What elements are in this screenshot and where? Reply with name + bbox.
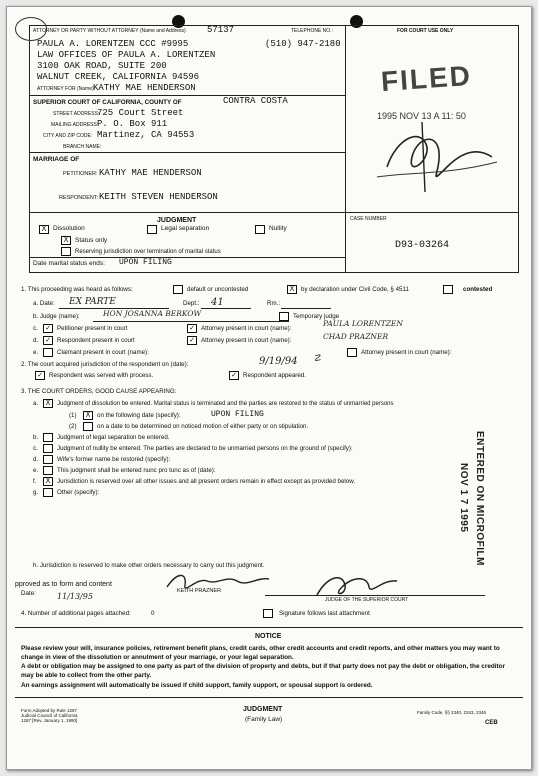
date-bottom-value: 11/13/95 [57,592,93,601]
judge-value: HON JOSANNA BERKOW [103,309,202,318]
city-value: Martinez, CA 94553 [97,130,195,140]
claimant-present-label: Claimant present in court (name): [57,349,149,356]
attorney-present-3-checkbox[interactable] [347,348,357,357]
declaration-checkbox[interactable]: X [287,285,297,294]
section1-intro: 1. This proceeding was heard as follows: [21,286,133,293]
s3-e-label: e. [33,467,39,474]
claimant-present-checkbox[interactable] [43,348,53,357]
s3-g-label: g. [33,489,39,496]
nullity-label: Nullity [269,225,287,232]
s3-f-text: Jurisdiction is reserved over all other issues and all present orders remain in effect except as provided below. [57,478,356,485]
s3-c-text: Judgment of nullity be entered. The parties are declared to be unmarried persons on the ground of (specify): [57,445,353,452]
footer-code: Family Code, §§ 2340, 2343, 2346 [417,710,487,715]
attorney-present-2-checkbox[interactable]: ✓ [187,336,197,345]
reserving-checkbox[interactable] [61,247,71,256]
attorney-line-1: PAULA A. LORENTZEN CCC #9995 [37,39,189,49]
s3-a-checkbox[interactable]: X [43,399,53,408]
respondent-label: RESPONDENT: [59,195,99,201]
reserving-label: Reserving jurisdiction over termination of marital status [75,249,221,255]
attorney-present-2-label: Attorney present in court (name): [201,337,292,344]
notice-paragraph-2: A debt or obligation may be assigned to one party as part of the division of property and debts, but if that party does not pay the debt or obligation, the creditor may be able to collect from the other party. [21,663,506,679]
pages-label: 4. Number of additional pages attached: [21,610,131,617]
contested-checkbox[interactable] [443,285,453,294]
judgment-form [6,6,532,770]
served-checkbox[interactable]: ✓ [35,371,45,380]
s3-c-checkbox[interactable] [43,444,53,453]
s3-g-checkbox[interactable] [43,488,53,497]
filed-stamp: FILED [379,59,473,98]
respondent-present-checkbox[interactable]: ✓ [43,336,53,345]
attorney-line-4: WALNUT CREEK, CALIFORNIA 94596 [37,72,200,82]
nullity-checkbox[interactable] [255,225,265,234]
s3-a1-label: (1) [69,412,77,419]
case-number-label: CASE NUMBER [350,216,387,222]
s3-a1-checkbox[interactable]: X [83,411,93,420]
microfilm-stamp-line1: ENTERED ON MICROFILM [474,431,485,566]
h-text: h. Jurisdiction is reserved to make other orders necessary to carry out this judgment. [33,562,265,569]
footer-title: JUDGMENT [243,706,283,713]
status-only-label: Status only [75,237,108,244]
date-ends-value: UPON FILING [119,258,172,267]
attorney-for-value: KATHY MAE HENDERSON [93,83,196,93]
notice-paragraph-3: An earnings assignment will automatically be issued if child support, family support, or spousal support is ordered. [21,682,373,689]
e-label: e. [33,349,39,356]
footer-publisher: CEB [485,720,498,726]
s3-a-text: Judgment of dissolution be entered. Marital status is terminated and the parties are restored to the status of unmarried persons [57,401,394,407]
mailing-label: MAILING ADDRESS: [51,122,99,128]
dissolution-checkbox[interactable]: X [39,225,49,234]
attorney-present-1-label: Attorney present in court (name): [201,325,292,332]
default-checkbox[interactable] [173,285,183,294]
telephone-label: TELEPHONE NO.: [291,28,333,34]
footer-subtitle: (Family Law) [245,716,283,723]
notice-title: NOTICE [255,633,282,640]
filed-stamp-date: 1995 NOV 13 A 11: 50 [377,111,466,121]
date-ends-label: Date marital status ends: [33,260,105,267]
signature-follows-checkbox[interactable] [263,609,273,618]
attorney-name-1: PAULA LORENTZEN [323,319,403,328]
case-number-value: D93-03264 [395,240,450,251]
clerk-signature [367,117,507,197]
court-heading: SUPERIOR COURT OF CALIFORNIA, COUNTY OF [33,99,182,106]
attorney-line-3: 3100 OAK ROAD, SUITE 200 [37,61,167,71]
mailing-value: P. O. Box 911 [97,119,168,129]
respondent-present-label: Respondent present in court [57,337,135,344]
temporary-judge-checkbox[interactable] [279,312,289,321]
petitioner-present-checkbox[interactable]: ✓ [43,324,53,333]
signer-name: KEITH PRAZNER [177,588,222,594]
dept-value: 41 [211,297,224,308]
marriage-heading: MARRIAGE OF [33,156,80,163]
attorney-line-2: LAW OFFICES OF PAULA A. LORENTZEN [37,50,216,60]
binder-hole-right [350,15,363,28]
form-line-1: Form Adopted by Rule 1287 [21,708,78,713]
s3-c-label: c. [33,445,38,452]
date-label: a. Date: [33,300,55,307]
street-label: STREET ADDRESS: [53,111,100,117]
dissolution-label: Dissolution [53,225,85,232]
s3-f-checkbox[interactable]: X [43,477,53,486]
status-only-checkbox[interactable]: X [61,236,71,245]
notice-paragraph-1: Please review your will, insurance policies, retirement benefit plans, credit cards, other credit accounts and credit reports, and other matters you may want to change in view of the dissolution or annulment of your marriage, or your legal separation. [21,645,500,661]
city-label: CITY AND ZIP CODE: [43,133,93,139]
attorney-heading: ATTORNEY OR PARTY WITHOUT ATTORNEY (Name and Address) [33,28,186,34]
date-value: EX PARTE [69,297,116,307]
section3-heading: 3. THE COURT ORDERS, GOOD CAUSE APPEARING: [21,388,177,395]
judge-label: b. Judge (name): [33,313,80,320]
s3-a2-checkbox[interactable] [83,422,93,431]
petitioner-present-label: Petitioner present in court [57,325,128,332]
s3-a2-label: (2) [69,423,77,430]
s3-b-label: b. [33,434,39,441]
s3-f-label: f. [33,478,37,485]
contested-label: contested [463,286,493,293]
temporary-judge-label: Temporary judge [293,313,340,320]
form-line-3: 1287 [Rev. January 1, 1990] [21,718,78,723]
attorney-for-label: ATTORNEY FOR (Name) [37,86,94,92]
signature-follows-label: Signature follows last attachment [279,610,370,617]
s3-a1-value: UPON FILING [211,410,264,419]
rm-label: Rm.: [267,300,281,307]
street-value: 725 Court Street [97,108,184,118]
legal-separation-checkbox[interactable] [147,225,157,234]
attorney-present-3-label: Attorney present in court (name): [361,349,452,356]
declaration-label: by declaration under Civil Code, § 4511 [301,286,409,293]
s3-d-text: Wife's former name be restored (specify): [57,456,171,463]
microfilm-stamp-line2: NOV 1 7 1995 [458,463,469,533]
s3-d-checkbox[interactable] [43,455,53,464]
form-line-2: Judicial Council of California [21,713,78,718]
approved-text: pproved as to form and content [15,581,112,588]
legal-separation-label: Legal separation [161,225,210,232]
court-county: CONTRA COSTA [223,96,288,106]
pages-value: 0 [151,610,155,617]
initials-mark: ☡ [313,354,322,364]
s3-a2-text: on a date to be determined on noticed motion of either party or on stipulation. [97,423,309,430]
s3-a-label: a. [33,400,39,407]
s3-b-checkbox[interactable] [43,433,53,442]
judge-caption: JUDGE OF THE SUPERIOR COURT [325,597,409,603]
served-label: Respondent was served with process. [49,372,154,379]
s3-d-label: d. [33,456,39,463]
respondent-value: KEITH STEVEN HENDERSON [99,192,218,202]
s3-a1-text: on the following date (specify): [97,412,181,419]
judgment-box-title: JUDGMENT [157,217,197,224]
date-bottom-label: Date: [21,590,36,597]
appeared-checkbox[interactable]: ✓ [229,371,239,380]
court-use-label: FOR COURT USE ONLY [397,28,454,34]
branch-label: BRANCH NAME: [63,144,102,150]
default-label: default or uncontested [187,286,249,293]
dept-label: Dept.: [183,300,200,307]
s3-b-text: Judgment of legal separation be entered. [57,434,170,441]
petitioner-value: KATHY MAE HENDERSON [99,168,202,178]
jurisdiction-date: 9/19/94 [259,356,298,367]
s3-g-text: Other (specify): [57,489,100,496]
s3-e-text: This judgment shall be entered nunc pro tunc as of (date): [57,467,216,474]
s3-e-checkbox[interactable] [43,466,53,475]
attorney-present-1-checkbox[interactable]: ✓ [187,324,197,333]
petitioner-label: PETITIONER: [63,171,98,177]
section2-text: 2. The court acquired jurisdiction of the respondent on (date): [21,361,189,368]
d-label: d. [33,337,39,344]
telephone-value: (510) 947-2180 [265,39,341,49]
c-label: c. [33,325,38,332]
attorney-name-2: CHAD PRAZNER [323,332,389,341]
binder-hole-left [172,15,185,28]
appeared-label: Respondent appeared. [243,372,306,379]
bar-number: 57137 [207,25,235,35]
